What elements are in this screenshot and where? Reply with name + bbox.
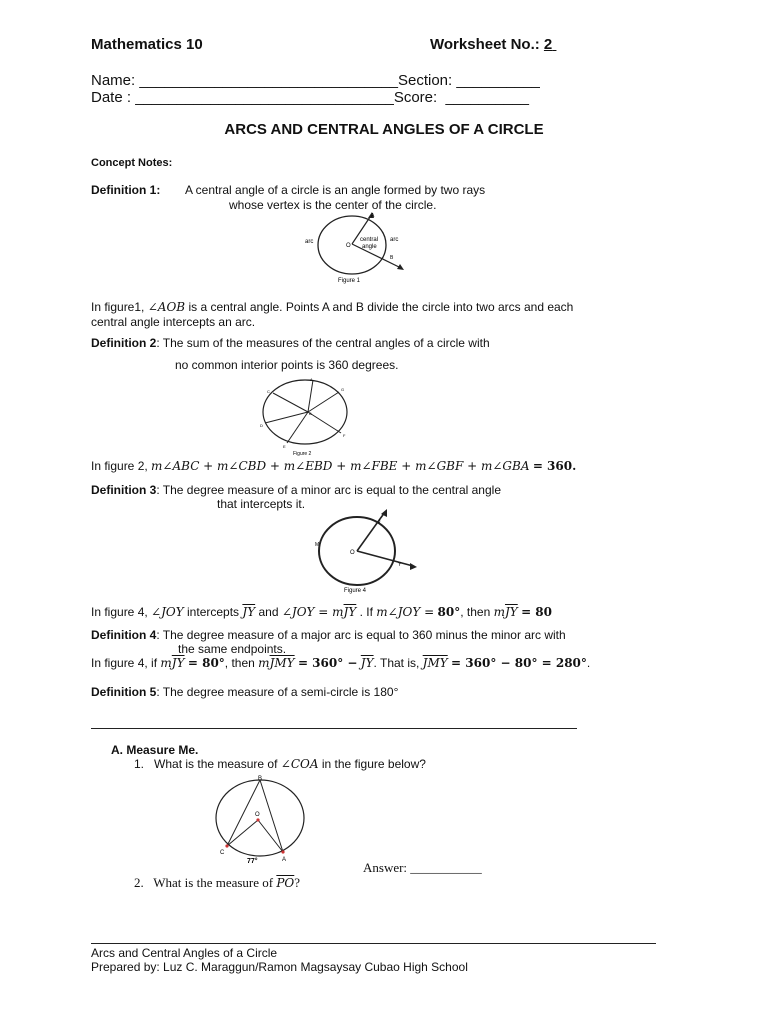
def2-para-a: In figure 2,: [91, 459, 148, 473]
question-2: [134, 875, 300, 891]
subject-title: Mathematics 10: [91, 36, 203, 53]
def3-para-v2: = 80: [521, 605, 552, 619]
definition-2-paragraph: [91, 459, 576, 474]
definition-1-label: Definition 1:: [91, 183, 161, 197]
def3-para-m3: m∠JOY =: [376, 605, 435, 619]
q2-text-b: ?: [294, 875, 301, 890]
definition-3: [91, 483, 501, 498]
q2-arc: $\overline{PO}$: [276, 876, 295, 890]
fig4-caption: Figure 4: [344, 588, 367, 594]
def4-para-v1: = 80°: [187, 656, 225, 670]
fig4-o-label: O: [350, 550, 355, 556]
fig2-f-label: F: [343, 433, 346, 438]
fig1-o-label: O: [346, 243, 351, 249]
footer-author: Prepared by: Luz C. Maraggun/Ramon Magsaysay Cubao High School: [91, 960, 468, 974]
def3-para-arc2: $\overline{JY}$: [343, 605, 357, 619]
definition-5-label: Definition 5: [91, 685, 157, 699]
question-1: [134, 757, 426, 772]
def4-para-arc2: $\overline{JMY}$: [269, 656, 295, 670]
figure-1-diagram: [300, 210, 410, 286]
def3-para-m2: ∠JOY = m: [281, 605, 344, 619]
definition-1-paragraph: [91, 300, 573, 315]
score-label: Score:: [393, 89, 438, 106]
def1-para-a: In figure1,: [91, 300, 145, 314]
section-field[interactable]: __________: [456, 72, 540, 89]
fig1-central-label: central: [360, 237, 379, 243]
def2-para-result: = 360.: [532, 459, 577, 473]
definition-2: [91, 336, 490, 351]
def4-para-arc1: $\overline{JY}$: [171, 656, 185, 670]
answer-field[interactable]: Answer: ___________: [363, 860, 482, 875]
date-row: [91, 89, 529, 106]
def1-para-math: ∠AOB: [147, 300, 186, 314]
def4-para-arc4: $\overline{JMY}$: [422, 656, 448, 670]
footer-divider: [91, 943, 656, 944]
def3-para-v1: 80°: [437, 605, 461, 619]
def4-para-arc3: $\overline{JY}$: [360, 656, 374, 670]
q1-fig-angle-label: 77°: [247, 858, 258, 865]
definition-1-paragraph-line2: central angle intercepts an arc.: [91, 315, 256, 329]
def1-para-b: is a central angle. Points A and B divide the circle into two arcs and each: [188, 300, 574, 314]
def4-para-m2: m: [258, 656, 270, 670]
definition-5-line1: : The degree measure of a semi-circle is 180°: [156, 685, 399, 699]
def4-para-m1: m: [160, 656, 172, 670]
def3-para-c: and: [258, 605, 279, 619]
fig4-m-label: M: [315, 542, 320, 548]
name-row: [91, 72, 540, 89]
fig2-caption: Figure 2: [293, 451, 312, 457]
def3-para-e: , then: [460, 605, 491, 619]
fig1-arc-left-label: arc: [305, 239, 314, 245]
figure-4-diagram: [310, 508, 430, 598]
def4-para-d: .: [586, 656, 591, 670]
fig1-arc-right-label: arc: [390, 237, 399, 243]
fig1-b-label: B: [390, 255, 394, 261]
q1-text-b: in the figure below?: [321, 757, 426, 771]
def4-para-a: In figure 4, if: [91, 656, 158, 670]
def3-para-arc1: $\overline{JY}$: [242, 605, 256, 619]
q1-math: ∠COA: [280, 757, 319, 771]
definition-3-line1: : The degree measure of a minor arc is equal to the central angle: [156, 483, 501, 497]
page-title: ARCS AND CENTRAL ANGLES OF A CIRCLE: [224, 121, 544, 138]
definition-4-paragraph: [91, 656, 590, 671]
concept-notes-heading: Concept Notes:: [91, 157, 173, 169]
q1-text-a: What is the measure of: [154, 757, 278, 771]
fig1-caption: Figure 1: [338, 278, 361, 284]
def4-para-c: . That is,: [373, 656, 420, 670]
def3-para-m4: m: [493, 605, 505, 619]
q1-fig-a-label: A: [282, 857, 287, 863]
definition-2-label: Definition 2: [91, 336, 157, 350]
fig4-y-label: Y: [398, 562, 402, 568]
worksheet-number: 2: [543, 36, 553, 53]
def4-para-v2: = 360° −: [297, 656, 358, 670]
fig2-a-label: A: [310, 377, 313, 382]
worksheet-number-label: Worksheet No.:: [430, 36, 540, 53]
section-label: Section:: [397, 72, 453, 89]
fig2-c-label: C: [267, 389, 270, 394]
definition-2-line2: no common interior points is 360 degrees.: [175, 358, 399, 372]
definition-4-line2: the same endpoints.: [178, 642, 287, 656]
def3-para-a: In figure 4,: [91, 605, 148, 619]
def2-para-math: m∠ABC + m∠CBD + m∠EBD + m∠FBE + m∠GBF + m∠GBA: [151, 459, 530, 473]
fig1-angle-label: angle: [362, 244, 377, 250]
figure-2-diagram: [255, 375, 355, 457]
q1-fig-c-label: C: [220, 850, 225, 856]
fig2-b-label: B: [309, 411, 312, 416]
q2-number: 2.: [134, 875, 144, 890]
q1-fig-o-label: O: [255, 812, 260, 818]
fig2-d-label: D: [260, 423, 263, 428]
definition-2-line1: : The sum of the measures of the central angles of a circle with: [156, 336, 490, 350]
def4-para-b: , then: [224, 656, 255, 670]
definition-1-line2: whose vertex is the center of the circle.: [229, 198, 437, 212]
date-field[interactable]: _______________________________: [135, 89, 394, 106]
section-divider: [91, 728, 577, 729]
name-label: Name:: [91, 72, 136, 89]
definition-5: [91, 685, 398, 700]
definition-4: [91, 628, 566, 643]
def3-para-d: . If: [359, 605, 373, 619]
definition-4-label: Definition 4: [91, 628, 157, 642]
definition-3-paragraph: [91, 605, 552, 620]
q1-fig-b-label: B: [258, 776, 263, 782]
worksheet-label: [430, 36, 556, 53]
fig1-a-label: A: [371, 213, 375, 219]
score-field[interactable]: __________: [445, 89, 529, 106]
q1-number: 1.: [134, 757, 145, 771]
def4-para-v3: = 360° − 80° = 280°: [451, 656, 587, 670]
def3-para-arc3: $\overline{JY}$: [504, 605, 518, 619]
definition-3-line2: that intercepts it.: [217, 497, 306, 511]
fig4-j-label: J: [378, 519, 381, 525]
section-a-heading: A. Measure Me.: [111, 743, 199, 757]
question-1-diagram: [205, 772, 315, 868]
date-label: Date :: [91, 89, 132, 106]
q2-text-a: What is the measure of: [153, 875, 274, 890]
definition-3-label: Definition 3: [91, 483, 157, 497]
definition-1: [91, 183, 160, 198]
fig2-e-label: E: [283, 444, 286, 449]
def3-para-b: intercepts: [187, 605, 240, 619]
footer-title: Arcs and Central Angles of a Circle: [91, 946, 278, 960]
def3-para-m1: ∠JOY: [151, 605, 184, 619]
definition-1-line1: A central angle of a circle is an angle formed by two rays: [185, 183, 486, 197]
definition-4-line1: : The degree measure of a major arc is equal to 360 minus the minor arc with: [156, 628, 566, 642]
name-field[interactable]: _______________________________: [139, 72, 398, 89]
fig2-g-label: G: [341, 387, 345, 392]
